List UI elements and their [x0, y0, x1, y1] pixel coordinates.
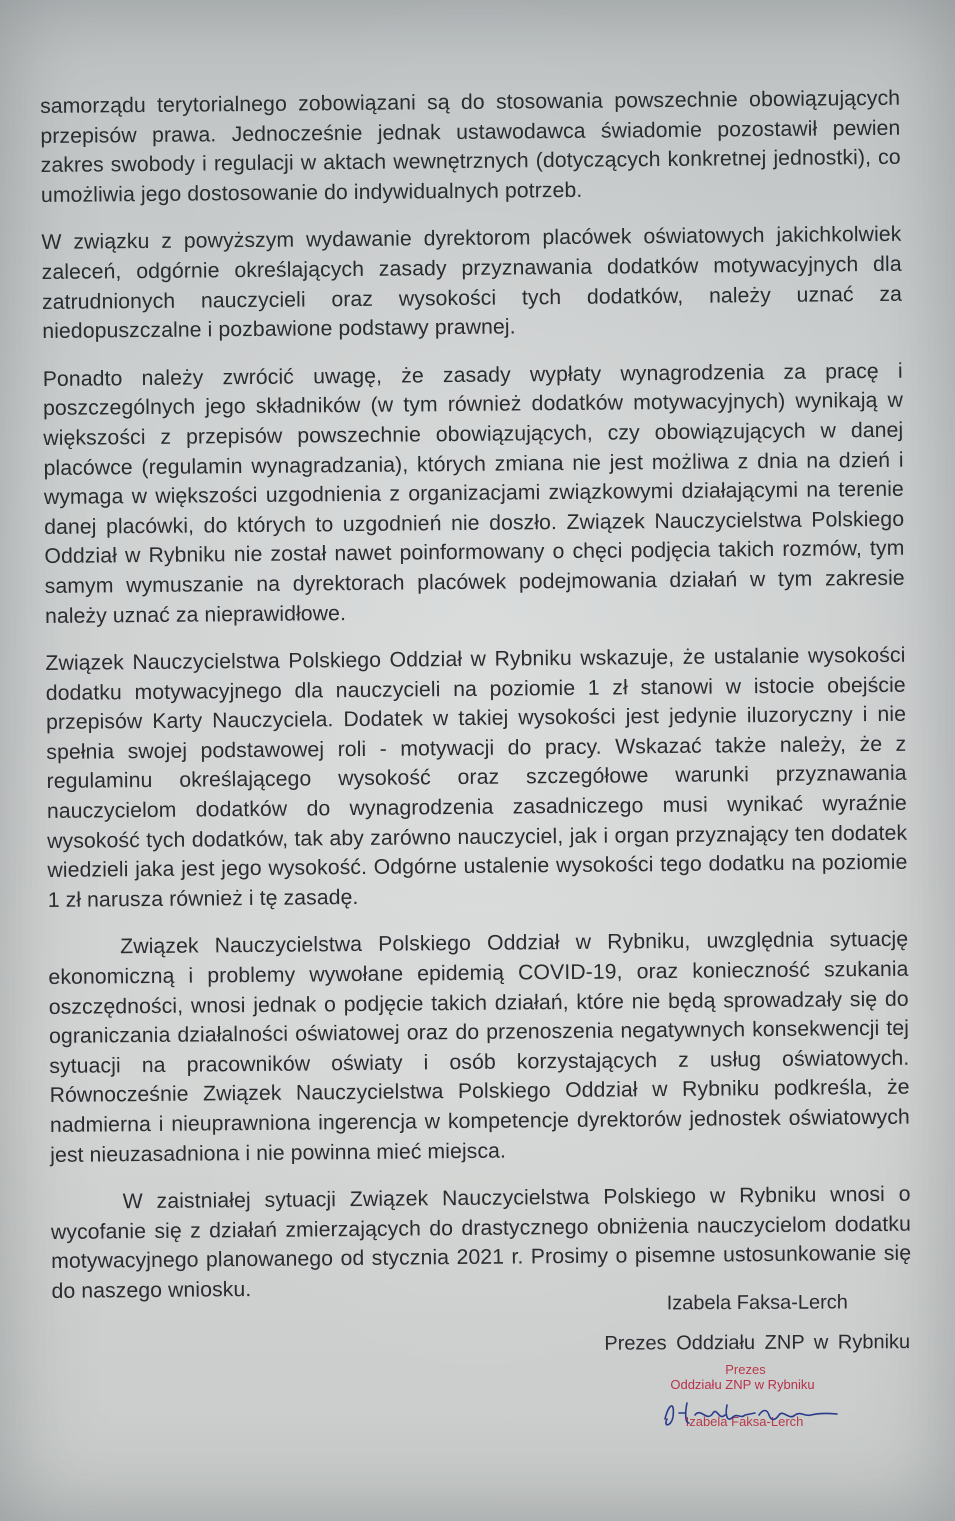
signatory-role: Prezes Oddziału ZNP w Rybniku: [604, 1331, 911, 1355]
stamp-unit: Oddziału ZNP w Rybniku: [670, 1377, 815, 1392]
paragraph-request: W zaistniałej sytuacji Związek Nauczycielstwa Polskiego w Rybniku wnosi o wycofanie się z działań zmierzających do drastycznego obniżenia nauczycielom dodatku motywacyjnego planowanego od stycznia 2021 r. Prosimy o pisemne ustosunkowanie się do naszego wniosku.: [50, 1182, 912, 1303]
paragraph-covid-situation: Związek Nauczycielstwa Polskiego Oddział w Rybniku, uwzględnia sytuację ekonomiczną i problemy wywołane epidemią COVID-19, oraz konieczność szukania oszczędności, wnosi jednak o podjęcie takich działań, które nie będą sprowadzały się do ograniczania działalności oświatowej oraz do przenoszenia negatywnych konsekwencji tej sytuacji na pracowników oświaty i osób korzystających z usług oświatowych. Równocześnie Związek Nauczycielstwa Polskiego Oddział w Rybniku podkreśla, że nadmierna i nieuprawniona ingerencja w kompetencje dyrektorów jednostek oświatowych jest nieuzasadniona i nie powinna mieć miejsca.: [48, 928, 910, 1167]
stamp-name: Izabela Faksa-Lerch: [685, 1414, 804, 1429]
signatory-name: Izabela Faksa-Lerch: [666, 1291, 848, 1315]
paragraph-motivational-bonus: Związek Nauczycielstwa Polskiego Oddział w Rybniku wskazuje, że ustalanie wysokości dodatku motywacyjnego dla nauczycieli na poziomie 1 zł stanowi w istocie obejście przepisów Karty Nauczyciela. Dodatek w takiej wysokości jest jedynie iluzoryczny i nie spełnia swojej podstawowej roli - motywacji do pracy. Wskazać także należy, że z regulaminu określającego wysokość oraz szczegółowe warunki przyznawania nauczycielom dodatków do wynagrodzenia zasadniczego musi wynikać wyraźnie wysokość tych dodatków, tak aby zarówno nauczyciel, jak i organ przyznający ten dodatek wiedzieli jaka jest jego wysokość. Odgórne ustalenie wysokości tego dodatku na poziomie 1 zł narusza również i tę zasadę.: [45, 643, 908, 912]
paragraph-recommendations: W związku z powyższym wydawanie dyrektorom placówek oświatowych jakichkolwiek zaleceń, odgórnie określających zasady przyznawania dodatków motywacyjnych dla zatrudnionych nauczycieli oraz wysokości tych dodatków, należy uznać za niedopuszczalne i pozbawione podstawy prawnej.: [41, 223, 903, 344]
stamp-title: Prezes: [725, 1362, 766, 1377]
paragraph-remuneration-rules: Ponadto należy zwrócić uwagę, że zasady wypłaty wynagrodzenia za pracę i poszczególnych jego składników (w tym również dodatków motywacyjnych) wynikają w większości z przepisów powszechnie obowiązujących, czy obowiązujących w danej placówce (regulamin wynagradzania), których zmiana nie jest możliwa z dnia na dzień i wymaga w większości uzgodnienia z organizacjami związkowymi działającymi na terenie danej placówki, do których to uzgodnień nie doszło. Związek Nauczycielstwa Polskiego Oddział w Rybniku nie został nawet poinformowany o chęci podjęcia takich rozmów, tym samym wymuszanie na dyrektorach placówek podejmowania działań w tym zakresie należy uznać za nieprawidłowe.: [42, 359, 905, 628]
handwritten-signature: [655, 1393, 845, 1433]
paragraph-legal-framework: samorządu terytorialnego zobowiązani są do stosowania powszechnie obowiązujących przepisów prawa. Jednocześnie jednak ustawodawca świadomie pozostawił pewien zakres swobody i regulacji w aktach wewnętrznych (dotyczących konkretnej jednostki), co umożliwia jego dostosowanie do indywidualnych potrzeb.: [40, 86, 901, 207]
signature-block: [570, 1289, 910, 1357]
signature-stroke: [665, 1403, 837, 1425]
letter-body: [40, 84, 912, 1325]
